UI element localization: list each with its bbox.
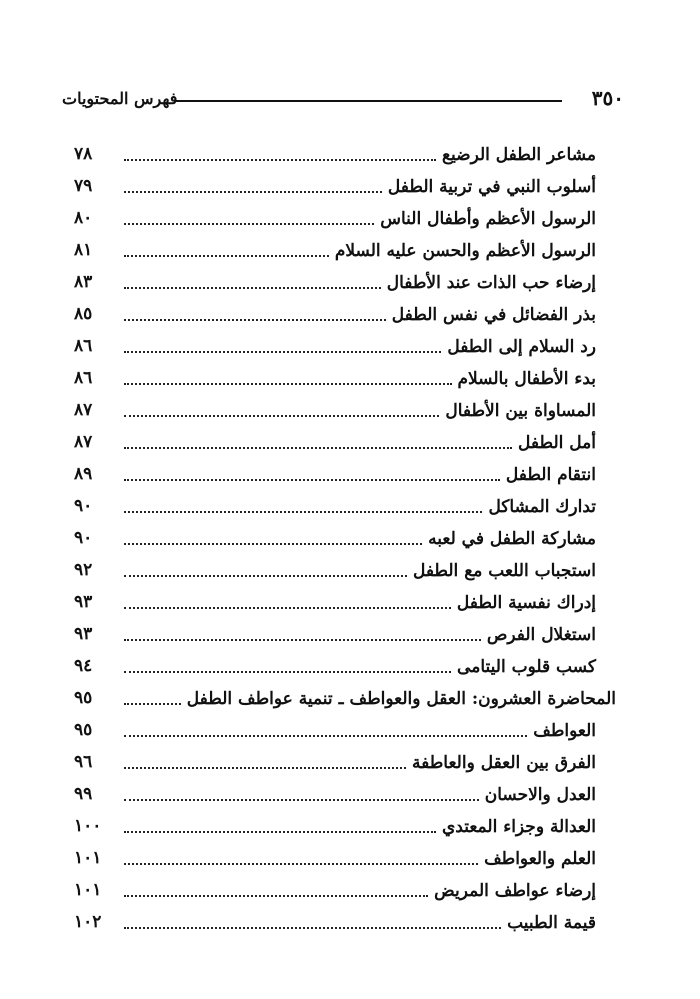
dot-leader (124, 703, 181, 705)
toc-entry-page: ٩٠ (74, 496, 93, 516)
toc-entry-page: ٩٥ (74, 720, 93, 740)
toc-entry-line (124, 620, 596, 648)
toc-entry-title: إرضاء عواطف المريض (434, 881, 596, 901)
toc-entry (62, 298, 596, 330)
toc-entry (62, 170, 596, 202)
toc-entry-line (124, 652, 596, 680)
toc-entry-page: ٨٧ (74, 400, 93, 420)
toc-entry-line (124, 780, 596, 808)
toc-entry-line (124, 204, 596, 232)
toc-entry-title: الفرق بين العقل والعاطفة (412, 753, 596, 773)
toc-entry-page: ٨٠ (74, 208, 93, 228)
toc-entry-title: كسب قلوب اليتامى (457, 657, 596, 677)
toc-entry (62, 138, 596, 170)
dot-leader (124, 351, 441, 353)
toc-entry-title: العدل والاحسان (484, 785, 596, 805)
toc-entry (62, 522, 596, 554)
toc-entry-line (124, 556, 596, 584)
toc-entry (62, 746, 596, 778)
dot-leader (124, 287, 381, 289)
table-of-contents (62, 138, 616, 938)
toc-entry (62, 618, 596, 650)
toc-entry (62, 714, 596, 746)
toc-entry-line (124, 812, 596, 840)
dot-leader (124, 191, 382, 193)
dot-leader (124, 575, 407, 577)
toc-entry-line (124, 908, 596, 936)
dot-leader (124, 415, 439, 417)
dot-leader (124, 447, 512, 449)
dot-leader (124, 319, 386, 321)
toc-entry-title: رد السلام إلى الطفل (447, 337, 596, 357)
toc-entry-line (124, 140, 596, 168)
toc-entry-title: مشاعر الطفل الرضيع (441, 145, 596, 165)
toc-entry-title: أمل الطفل (518, 433, 596, 453)
toc-entry-title: المساواة بين الأطفال (445, 401, 596, 421)
toc-entry-page: ٧٨ (74, 144, 93, 164)
toc-entry-line (124, 460, 596, 488)
toc-entry-line (124, 332, 596, 360)
toc-entry-title: بذر الفضائل في نفس الطفل (391, 305, 596, 325)
toc-entry-page: ٩٣ (74, 592, 93, 612)
toc-entry (62, 874, 596, 906)
toc-entry-line (124, 172, 596, 200)
toc-entry-line (124, 716, 596, 744)
toc-entry-page: ٩٣ (74, 624, 93, 644)
toc-entry-page: ٩٤ (74, 656, 93, 676)
toc-entry-line (124, 524, 596, 552)
dot-leader (124, 863, 478, 865)
toc-entry (62, 810, 596, 842)
dot-leader (124, 479, 500, 481)
toc-entry (62, 266, 596, 298)
toc-entry (62, 330, 596, 362)
page-number: ٣٥٠ (591, 86, 624, 110)
toc-entry (62, 906, 596, 938)
toc-entry-line (124, 364, 596, 392)
toc-entry-page: ١٠١ (74, 848, 102, 868)
toc-entry-title: العواطف (533, 721, 596, 741)
dot-leader (124, 927, 501, 929)
dot-leader (124, 831, 436, 833)
toc-entry (62, 458, 596, 490)
toc-entry (62, 554, 596, 586)
toc-entry (62, 426, 596, 458)
toc-entry-title: استجباب اللعب مع الطفل (412, 561, 596, 581)
toc-entry-title: العلم والعواطف (484, 849, 596, 869)
toc-entry-title: الرسول الأعظم والحسن عليه السلام (334, 241, 596, 261)
toc-section-heading (62, 682, 616, 714)
toc-entry-page: ١٠٢ (74, 912, 102, 932)
toc-section-title: المحاضرة العشرون: العقل والعواطف ـ تنمية عواطف الطفل (186, 689, 616, 709)
toc-entry (62, 842, 596, 874)
toc-entry-page: ٨٦ (74, 336, 93, 356)
toc-entry-title: انتقام الطفل (505, 465, 596, 485)
toc-entry-line (124, 300, 596, 328)
toc-entry (62, 778, 596, 810)
toc-entry-page: ٨٦ (74, 368, 93, 388)
toc-entry-line (124, 588, 596, 616)
dot-leader (124, 767, 406, 769)
toc-entry (62, 490, 596, 522)
toc-entry-page: ١٠١ (74, 880, 102, 900)
dot-leader (124, 223, 374, 225)
toc-entry-page: ٨١ (74, 240, 93, 260)
page-header (62, 84, 624, 112)
toc-entry (62, 234, 596, 266)
dot-leader (124, 639, 481, 641)
dot-leader (124, 511, 482, 513)
toc-entry-line (124, 236, 596, 264)
dot-leader (124, 159, 436, 161)
toc-entry-page: ٩٩ (74, 784, 93, 804)
toc-entry-title: استغلال الفرص (486, 625, 596, 645)
toc-entry-page: ٩٠ (74, 528, 93, 548)
toc-entry-line (124, 492, 596, 520)
toc-entry-title: أسلوب النبي في تربية الطفل (387, 177, 596, 197)
toc-entry-title: الرسول الأعظم وأطفال الناس (380, 209, 596, 229)
toc-entry-line (124, 844, 596, 872)
toc-entry-page: ٩٦ (74, 752, 93, 772)
dot-leader (124, 799, 479, 801)
toc-entry-line (124, 876, 596, 904)
toc-entry-title: مشاركة الطفل في لعبه (428, 529, 596, 549)
toc-entry-line (124, 684, 616, 712)
dot-leader (124, 543, 422, 545)
toc-entry-title: إدراك نفسية الطفل (456, 593, 596, 613)
toc-entry (62, 362, 596, 394)
dot-leader (124, 607, 451, 609)
toc-entry-page: ٨٥ (74, 304, 93, 324)
toc-entry-page: ٨٣ (74, 272, 93, 292)
toc-entry (62, 586, 596, 618)
toc-entry (62, 202, 596, 234)
toc-entry-title: بدء الأطفال بالسلام (457, 369, 596, 389)
dot-leader (124, 255, 329, 257)
toc-entry-page: ٨٩ (74, 464, 93, 484)
dot-leader (124, 383, 452, 385)
toc-entry-line (124, 428, 596, 456)
toc-entry-line (124, 268, 596, 296)
toc-entry-title: قيمة الطبيب (507, 913, 596, 933)
toc-entry (62, 650, 596, 682)
header-rule (174, 100, 562, 102)
toc-entry-title: إرضاء حب الذات عند الأطفال (386, 273, 596, 293)
toc-entry-page: ٨٧ (74, 432, 93, 452)
toc-entry-page: ٩٢ (74, 560, 93, 580)
toc-entry-title: العدالة وجزاء المعتدي (442, 817, 596, 837)
toc-entry-title: تدارك المشاكل (488, 497, 596, 517)
toc-entry-page: ٧٩ (74, 176, 93, 196)
dot-leader (124, 895, 428, 897)
toc-entry-page: ١٠٠ (74, 816, 102, 836)
toc-entry-page: ٩٥ (74, 688, 93, 708)
running-title: فهرس المحتويات (62, 89, 178, 108)
dot-leader (124, 671, 451, 673)
toc-entry-line (124, 748, 596, 776)
toc-entry-line (124, 396, 596, 424)
toc-entry (62, 394, 596, 426)
dot-leader (124, 735, 527, 737)
